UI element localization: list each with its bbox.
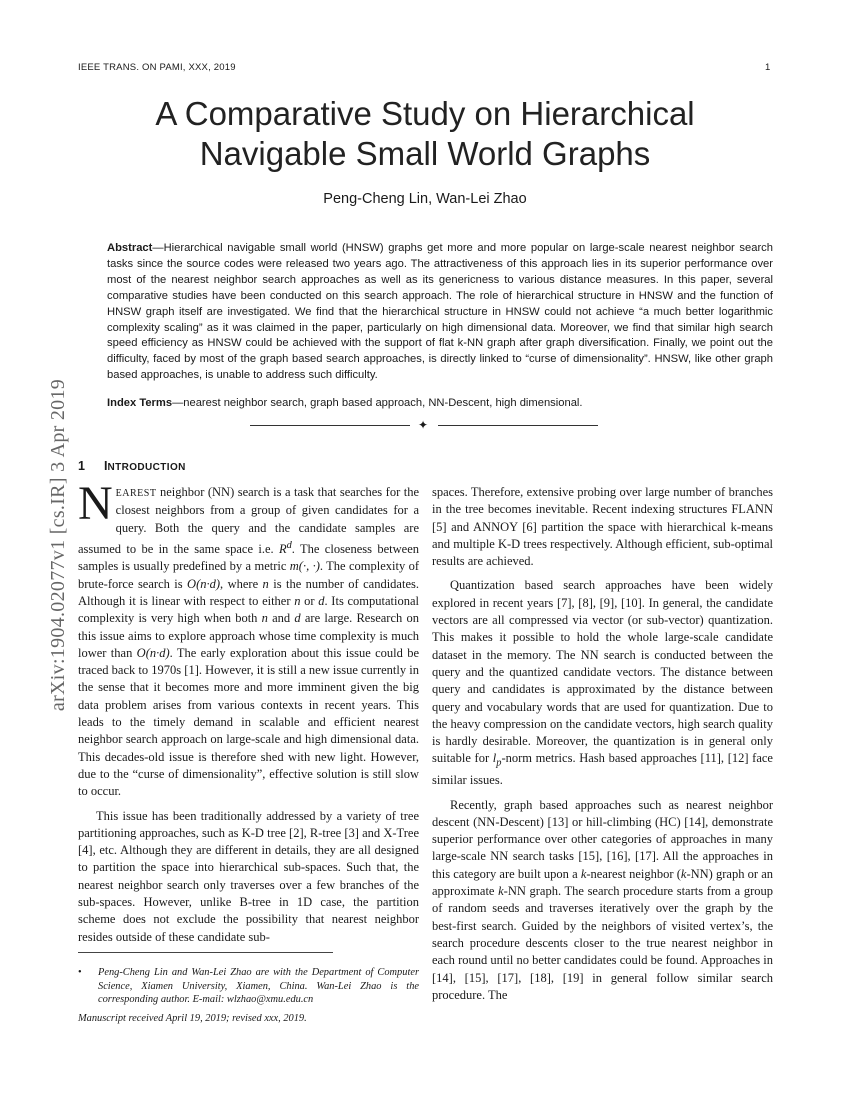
section-title-lead: I <box>104 459 108 473</box>
text-run: -NN) graph or an approximate <box>432 866 774 899</box>
section-number: 1 <box>78 459 85 473</box>
text-run: Quantization based search approaches have been widely explored in recent years [7], [8], [9], [10]. In general, the candidate vectors are all compressed via vector (or sub-vector) quantization. This makes it possible to hold the whole large-scale candidate dataset in the memory. The NN search is conducted between the query and the quantized candidate vectors. The distance between query and candidates is approximated by the distance between query and vocabulary words that are used for quantization. Due to the heavy compression on the candidate vectors, high search quality is hardly desirable. Moreover, the quantization is in general only suitable for <box>432 578 773 766</box>
section-title-rest: NTRODUCTION <box>107 462 186 473</box>
text-run: . Its computational complexity is very high when both <box>78 593 419 626</box>
text-run: . The complexity of brute-force search is <box>78 559 420 591</box>
text-run: and <box>267 611 295 626</box>
manuscript-note: Manuscript received April 19, 2019; revised xxx, 2019. <box>78 1013 307 1024</box>
page-number: 1 <box>765 62 771 73</box>
math-symbol: n <box>294 593 301 608</box>
text-run: -nearest neighbor ( <box>586 866 681 881</box>
footnote-text: Peng-Cheng Lin and Wan-Lei Zhao are with the Department of Computer Science, Xiamen University, Xiamen, China. Wan-Lei Zhao is the corresponding author. E-mail: wlzhao@xmu.edu.cn <box>98 967 419 1005</box>
math-symbol: m(·, ·) <box>289 559 320 574</box>
math-symbol: k <box>580 866 587 881</box>
math-symbol: k <box>680 866 687 881</box>
math-symbol: n <box>261 611 268 626</box>
paragraph: spaces. Therefore, extensive probing over large number of branches in the tree becomes inevitable. Recent indexing structures FLANN [5] and ANNOY [6] partition the space with hierarchical k-means and multiple K-D trees respectively. Although efficient, sub-optimal results are achieved. <box>432 485 773 569</box>
footnote <box>78 966 419 1007</box>
text-run: are large. Research on this issue aims to explore approach whose time complexity is much lower than <box>78 611 419 660</box>
left-column <box>78 477 420 946</box>
math-symbol: O(n·d) <box>136 645 170 660</box>
math-symbol: n <box>262 576 269 591</box>
index-terms-text: —nearest neighbor search, graph based approach, NN-Descent, high dimensional. <box>172 397 583 409</box>
paragraph <box>432 797 773 1005</box>
divider-rule-left <box>250 425 410 426</box>
text-run: , where <box>220 576 263 591</box>
paragraph: This issue has been traditionally addressed by a variety of tree partitioning approaches, such as K-D tree [2], R-tree [3] and X-Tree [4], etc. Although they are different in details, they are all designed to partition the space into hierarchical sub-spaces. Such that, the nearest neighbor search only traverses over a few branches of the sub-spaces. However, unlike B-tree in 1D case, the partition scheme does not exclude the possibility that nearest neighbor resides outside of these candidate sub- <box>78 808 419 944</box>
text-run: is the number of candidates. Although it is linear with respect to either <box>78 576 419 608</box>
math-symbol: d <box>294 611 301 626</box>
arxiv-stamp: arXiv:1904.02077v1 [cs.IR] 3 Apr 2019 <box>47 378 69 712</box>
index-terms <box>107 397 773 409</box>
title-line-1: A Comparative Study on Hierarchical <box>155 95 695 132</box>
divider-rule-right <box>438 425 598 426</box>
paragraph <box>78 477 420 801</box>
text-run: . The early exploration about this issue could be traced back to 1970s [1]. However, it is still a new issue currently in the sense that it becomes more and more imminent given the big data problem arises from various contexts in recent years. This leads to the timely demand in scalable and efficient nearest neighbor search approach on large-scale and high dimensional data. This decades-old issue is therefore shed with new light. However, due to the “curse of dimensionality”, effective solution is still slow to occur. <box>78 645 419 799</box>
math-symbol: R <box>278 542 287 557</box>
math-symbol: k <box>498 884 504 899</box>
divider-diamond-icon: ✦ <box>418 418 429 432</box>
section-heading <box>78 459 186 473</box>
running-head: IEEE TRANS. ON PAMI, XXX, 2019 <box>78 62 236 73</box>
right-column <box>432 484 773 1004</box>
math-subscript: p <box>496 757 502 769</box>
text-run: neighbor (NN) search is a task that searches for the closest neighbors from a group of given candidates for a query. Both the query and the candidate samples are assumed to be in the same space i.e. <box>78 485 419 557</box>
footnote-rule <box>78 952 333 953</box>
abstract-text: —Hierarchical navigable small world (HNSW) graphs get more and more popular on large-scale nearest neighbor search tasks since the source codes were released two years ago. The attractiveness of this approach lies in its superior performance over most of the nearest neighbor search approaches as well as its genericness to various distance measures. In this paper, several comparative studies have been conducted on this search approach. The role of hierarchical structure in HNSW and the function of HNSW graph itself are investigated. We find that the hierarchical structure in HNSW could not achieve “a much better logarithmic complexity scaling” as it was claimed in the paper, particularly on high dimensional data. Moreover, we find that similar high search speed efficiency as HNSW could be achieved with the support of flat k-NN graph after graph diversification. Finally, we point out the difficulty, faced by most of the graph based search approaches, is directly linked to “curse of dimensionality”. HNSW, like other graph based approaches, is unable to address such difficulty. <box>107 242 773 382</box>
text-run: -NN graph. The search procedure starts from a group of random seeds and traverses iteratively over the graph by the best-first search. Guided by the neighbors of visited vertex’s, the search procedure descents closer to the true nearest neighbor in each round until no better candidates could be found. Approaches in [14], [15], [17], [18], [19] in general follow similar search procedure. The <box>432 884 773 1002</box>
bullet-icon: • <box>78 967 82 978</box>
text-run: -norm metrics. Hash based approaches [11], [12] face similar issues. <box>432 751 773 788</box>
authors: Peng-Cheng Lin, Wan-Lei Zhao <box>323 191 527 207</box>
title-line-2: Navigable Small World Graphs <box>199 135 651 172</box>
math-symbol: d <box>318 593 325 608</box>
paper-title <box>90 94 760 174</box>
text-run: . The closeness between samples is usually predefined by a metric <box>78 542 419 574</box>
paragraph <box>432 577 773 789</box>
drop-cap: N <box>78 477 113 530</box>
text-run: Recently, graph based approaches such as nearest neighbor descent (NN-Descent) [13] or hill-climbing (HC) [14], demonstrate superior performance over other categories of approaches in many large-scale NN search tasks [15], [16], [17]. All the approaches in this category are built upon a <box>432 797 773 881</box>
math-symbol: O(n·d) <box>187 576 221 591</box>
index-terms-label: Index Terms <box>107 397 173 409</box>
text-run: or <box>300 593 319 608</box>
abstract <box>107 241 773 384</box>
small-caps-lead: EAREST <box>115 488 157 499</box>
math-symbol: l <box>492 751 497 766</box>
abstract-label: Abstract <box>107 242 153 254</box>
math-superscript: d <box>286 539 292 551</box>
